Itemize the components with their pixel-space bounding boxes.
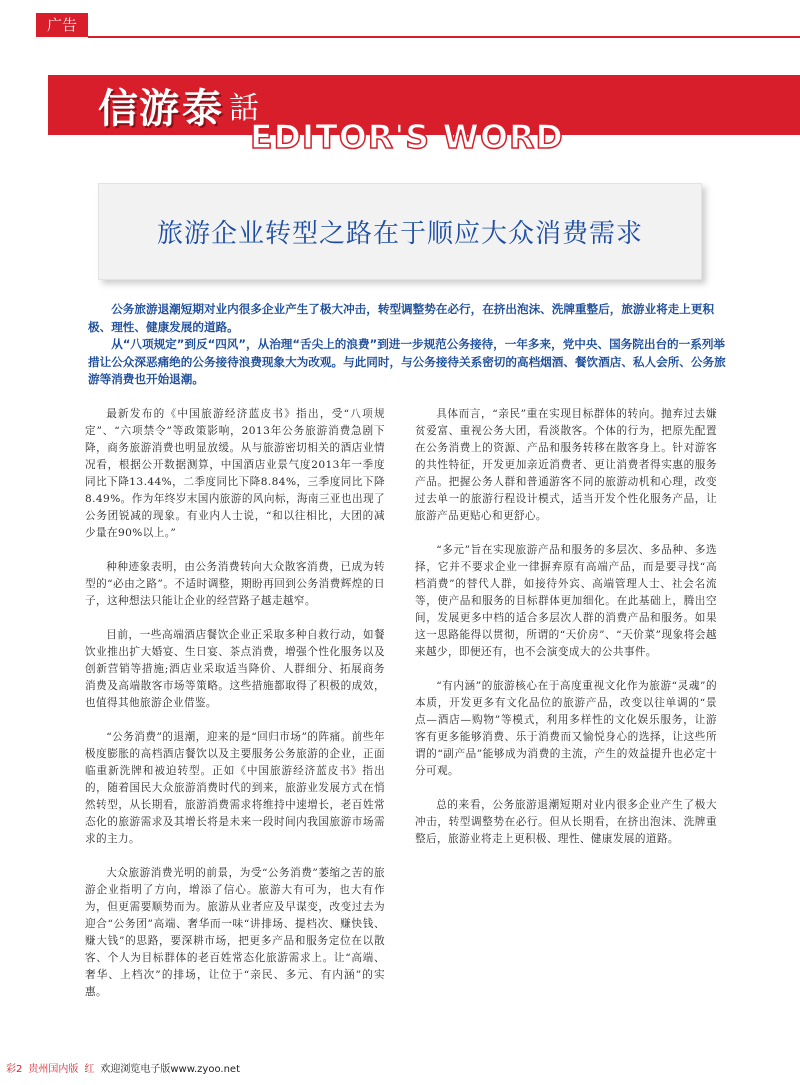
- ad-tag: 广告: [36, 13, 88, 37]
- body-paragraph: 种种迹象表明，由公务消费转向大众散客消费，已成为转型的“必由之路”。不适时调整，期盼再回到公务消费辉煌的日子，这种想法只能让企业的经营路子越走越窄。: [85, 561, 385, 607]
- body-paragraph: 目前，一些高端酒店餐饮企业正采取多种自救行动，如餐饮业推出扩大婚宴、生日宴、茶点消费，增强个性化服务以及创新营销等措施;酒店业采取适当降价、人群细分、拓展商务消费及高端散客市场等策略。这些措施都取得了积极的成效，也值得其他旅游企业借鉴。: [85, 629, 385, 709]
- footer-page-number: 彩2: [6, 1064, 23, 1075]
- body-column-right: [415, 406, 717, 865]
- footer-website-note[interactable]: 欢迎浏览电子版www.zyoo.net: [100, 1064, 240, 1075]
- headline-box: [98, 183, 702, 280]
- lead-paragraphs: [88, 301, 726, 389]
- lead-paragraph: 从“八项规定”到反“四风”，从治理“舌尖上的浪费”到进一步规范公务接待，一年多来，党中央、国务院出台的一系列举措让公众深恶痛绝的公务接待浪费现象大为改观。与此同时，与公务接待关系密切的高档烟酒、餐饮酒店、私人会所、公务旅游等消费也开始退潮。: [88, 337, 726, 386]
- page-footer: [6, 1060, 240, 1075]
- masthead-title: [98, 78, 260, 132]
- body-paragraph: “公务消费”的退潮，迎来的是“回归市场”的阵痛。前些年极度膨胀的高档酒店餐饮以及主要服务公务旅游的企业，正面临重新洗牌和被迫转型。正如《中国旅游经济蓝皮书》指出的，随着国民大众旅游消费时代的到来，旅游业发展方式在悄然转型，从长期看，旅游消费需求将维持中速增长，老百姓常态化的旅游需求及其增长将是未来一段时间内我国旅游市场需求的主力。: [85, 731, 385, 845]
- masthead-title-mark: 泰: [182, 84, 223, 132]
- top-rule: [88, 36, 800, 38]
- body-column-left: [85, 406, 385, 1018]
- body-paragraph: 最新发布的《中国旅游经济蓝皮书》指出，受“八项规定”、“六项禁令”等政策影响，2013年公务旅游消费急剧下降，商务旅游消费也明显放缓。从与旅游密切相关的酒店业情况看，根据公开数据测算，中国酒店业景气度2013年一季度同比下降13.44%，二季度同比下降8.84%，三季度同比下降8.49%。作为年终岁末国内旅游的风向标，海南三亚也出现了公务团锐减的现象。有业内人士说，“和以往相比，大团的减少量在90%以上。”: [85, 408, 385, 539]
- footer-edition: 红: [84, 1064, 95, 1075]
- body-paragraph: 具体而言，“亲民”重在实现目标群体的转向。抛弃过去嫌贫爱富、重视公务大团，看淡散客。个体的行为，把原先配置在公务消费上的资源、产品和服务转移在散客身上。针对游客的共性特征，开发更加亲近消费者、更让消费者得实惠的服务产品。把握公务人群和普通游客不同的旅游动机和心理，改变过去单一的旅游行程设计模式，适当开发个性化服务产品，让旅游产品更贴心和更舒心。: [415, 408, 717, 522]
- footer-publication: 贵州国内版: [28, 1064, 79, 1075]
- masthead-title-main: 信游: [98, 84, 180, 132]
- lead-paragraph: 公务旅游退潮短期对业内很多企业产生了极大冲击，转型调整势在必行，在挤出泡沫、洗牌重整后，旅游业将走上更积极、理性、健康发展的道路。: [88, 302, 715, 334]
- editors-word-label: EDITOR'S WORD: [250, 117, 564, 156]
- body-paragraph: 总的来看，公务旅游退潮短期对业内很多企业产生了极大冲击，转型调整势在必行。但从长期看，在挤出泡沫、洗牌重整后，旅游业将走上更积极、理性、健康发展的道路。: [415, 799, 717, 845]
- body-paragraph: “有内涵”的旅游核心在于高度重视文化作为旅游“灵魂”的本质，开发更多有文化品位的旅游产品，改变以往单调的“景点—酒店—购物”等模式，利用多样性的文化娱乐服务，让游客有更多能够消费、乐于消费而又愉悦身心的选择，让这些所谓的“副产品”能够成为消费的主流，产生的效益提升也必定十分可观。: [415, 680, 717, 777]
- body-paragraph: “多元”旨在实现旅游产品和服务的多层次、多品种、多选择，它并不要求企业一律摒弃原有高端产品，而是要寻找“高档消费”的替代人群，如接待外宾、高端管理人士、社会名流等，使产品和服务的目标群体更加细化。在此基础上，腾出空间，发展更多中档的适合多层次人群的消费产品和服务。如果这一思路能得以贯彻，所谓的“天价房”、“天价菜”现象将会越来越少，即便还有，也不会演变成大的公共事件。: [415, 544, 717, 658]
- masthead-title-small: 話: [229, 91, 260, 126]
- body-paragraph: 大众旅游消费光明的前景，为受“公务消费”萎缩之苦的旅游企业指明了方向，增添了信心。旅游大有可为，也大有作为，但更需要顺势而为。旅游从业者应及早谋变，改变过去为迎合“公务团”高端、奢华而一味“讲排场、提档次、赚快钱、赚大钱”的思路，要深耕市场，把更多产品和服务定位在以散客、个人为目标群体的老百姓常态化旅游需求上。让“高端、奢华、上档次”的排场，让位于“亲民、多元、有内涵”的实惠。: [85, 867, 385, 998]
- page-title: 旅游企业转型之路在于顺应大众消费需求: [156, 219, 643, 249]
